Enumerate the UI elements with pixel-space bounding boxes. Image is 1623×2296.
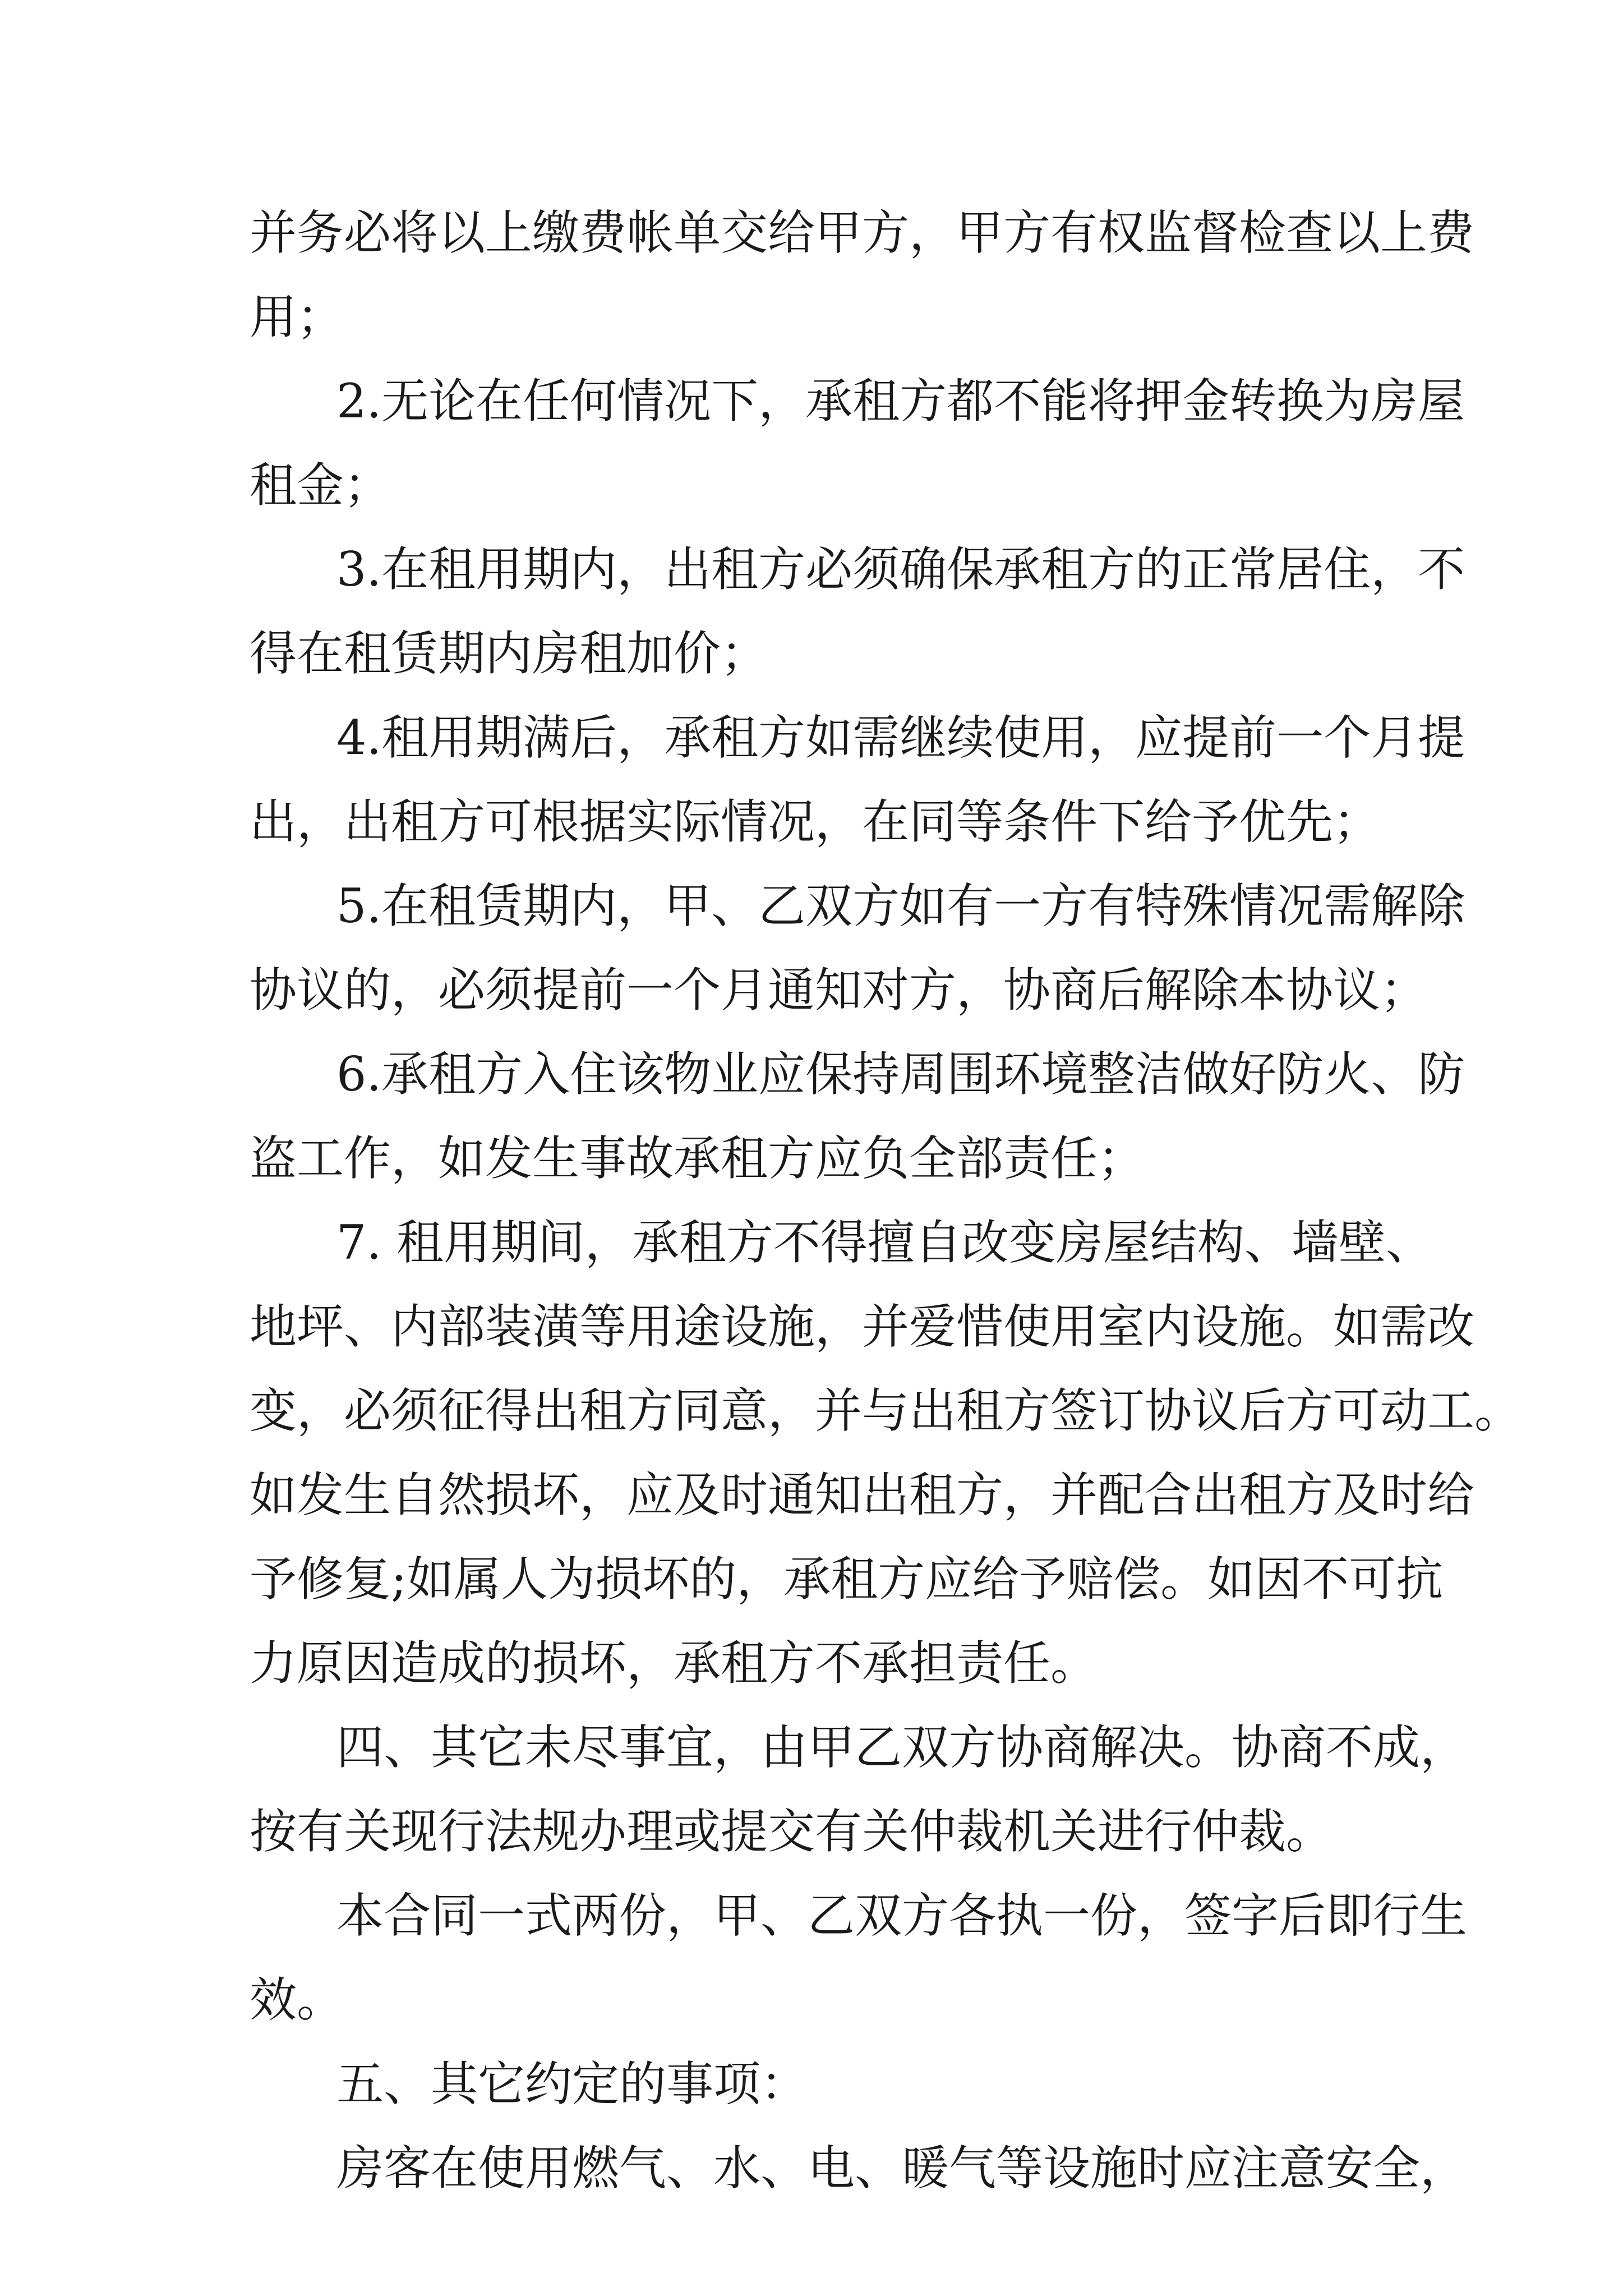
text-line: 予修复;如属人为损坏的，承租方应给予赔偿。如因不可抗 [250, 1552, 1444, 1607]
text-line: 如发生自然损坏，应及时通知出租方，并配合出租方及时给 [250, 1467, 1475, 1522]
text-line: 出，出租方可根据实际情况，在同等条件下给予优先； [250, 794, 1381, 849]
text-line: 变，必须征得出租方同意，并与出租方签订协议后方可动工。 [250, 1383, 1522, 1438]
text-line: 房客在使用燃气、水、电、暖气等设施时应注意安全， [336, 2141, 1468, 2196]
text-line: 5.在租赁期内，甲、乙双方如有一方有特殊情况需解除 [336, 878, 1465, 933]
text-line: 效。 [250, 1972, 344, 2027]
text-line: 盗工作，如发生事故承租方应负全部责任； [250, 1131, 1145, 1186]
text-line: 租金； [250, 458, 391, 513]
text-line: 4.租用期满后，承租方如需继续使用，应提前一个月提 [336, 710, 1465, 765]
text-line: 得在租赁期内房租加价； [250, 626, 768, 681]
text-line: 本合同一式两份，甲、乙双方各执一份，签字后即行生 [336, 1888, 1468, 1943]
text-line: 按有关现行法规办理或提交有关仲裁机关进行仲裁。 [250, 1804, 1334, 1859]
text-line: 2.无论在任何情况下，承租方都不能将押金转换为房屋 [336, 374, 1465, 429]
text-line: 3.在租用期内，出租方必须确保承租方的正常居住，不 [336, 542, 1465, 597]
text-line: 用； [250, 289, 344, 344]
text-line: 五、其它约定的事项： [336, 2056, 808, 2111]
text-line: 协议的，必须提前一个月通知对方，协商后解除本协议； [250, 963, 1428, 1018]
text-line: 并务必将以上缴费帐单交给甲方，甲方有权监督检查以上费 [250, 205, 1475, 260]
text-line: 7. 租用期间，承租方不得擅自改变房屋结构、墙壁、 [336, 1215, 1433, 1270]
text-line: 力原因造成的损坏，承租方不承担责任。 [250, 1636, 1098, 1691]
text-line: 地坪、内部装潢等用途设施，并爱惜使用室内设施。如需改 [250, 1299, 1475, 1354]
text-line: 6.承租方入住该物业应保持周围环境整洁做好防火、防 [336, 1047, 1465, 1102]
text-line: 四、其它未尽事宜，由甲乙双方协商解决。协商不成， [336, 1720, 1468, 1775]
